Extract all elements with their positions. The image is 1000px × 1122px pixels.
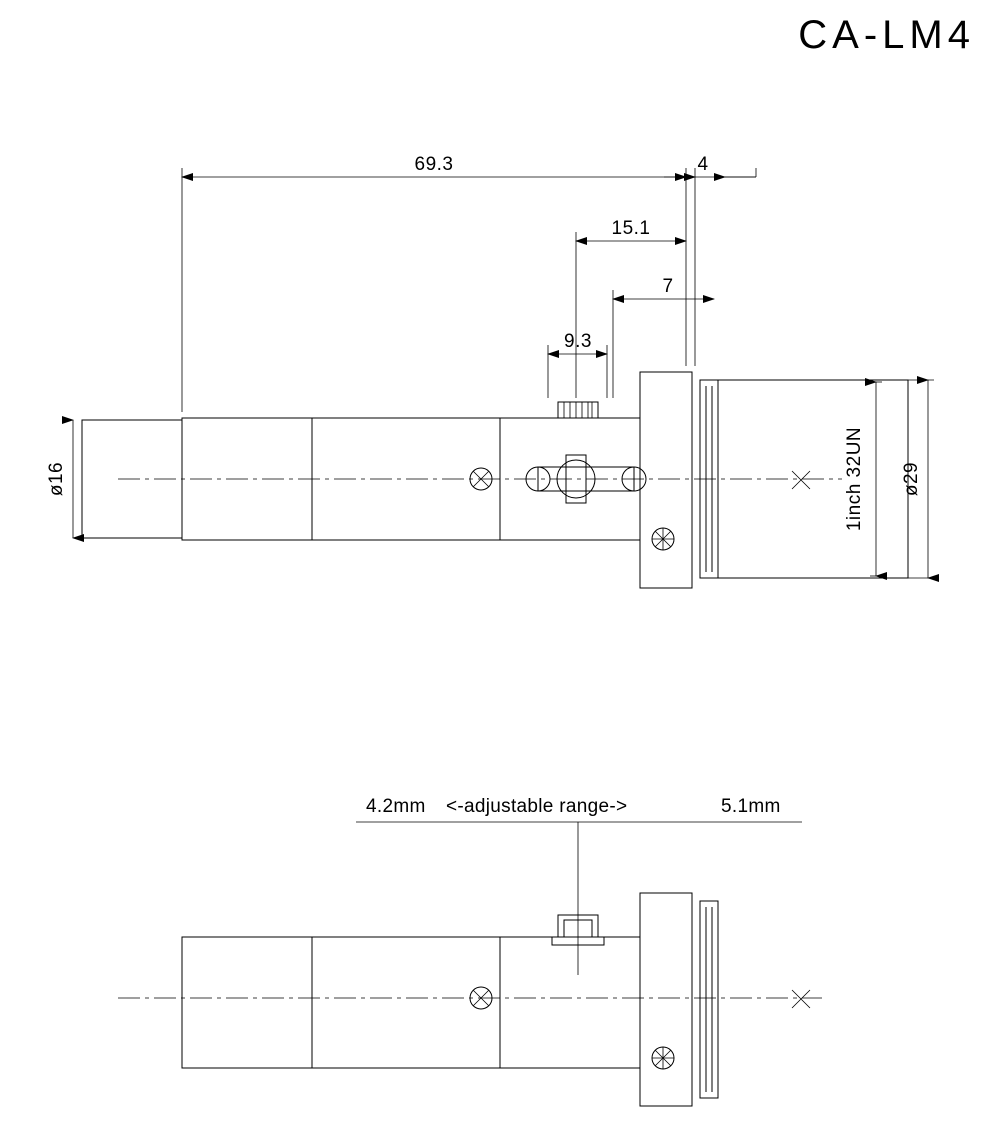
dim-knurl-width: 9.3 [564, 331, 592, 352]
note-range-right: 5.1mm [721, 796, 781, 817]
dim-mount-offset: 15.1 [611, 218, 651, 239]
top-view-dimensions [46, 154, 934, 578]
dim-overall-length: 69.3 [414, 154, 454, 175]
dim-screw-offset: 7 [662, 276, 674, 297]
adjustable-range-note [356, 796, 802, 975]
dim-flange-thickness: 4 [697, 154, 709, 175]
note-range-left: 4.2mm [366, 796, 426, 817]
note-range-label: <-adjustable range-> [446, 796, 628, 817]
callout-thread-spec: 1inch 32UN [844, 426, 865, 532]
page-title: CA-LM4 [798, 13, 975, 57]
dim-front-diameter: ø29 [901, 461, 922, 497]
top-view-geometry [82, 372, 908, 588]
dim-barrel-diameter: ø16 [46, 461, 67, 497]
bottom-view-geometry [118, 893, 822, 1106]
